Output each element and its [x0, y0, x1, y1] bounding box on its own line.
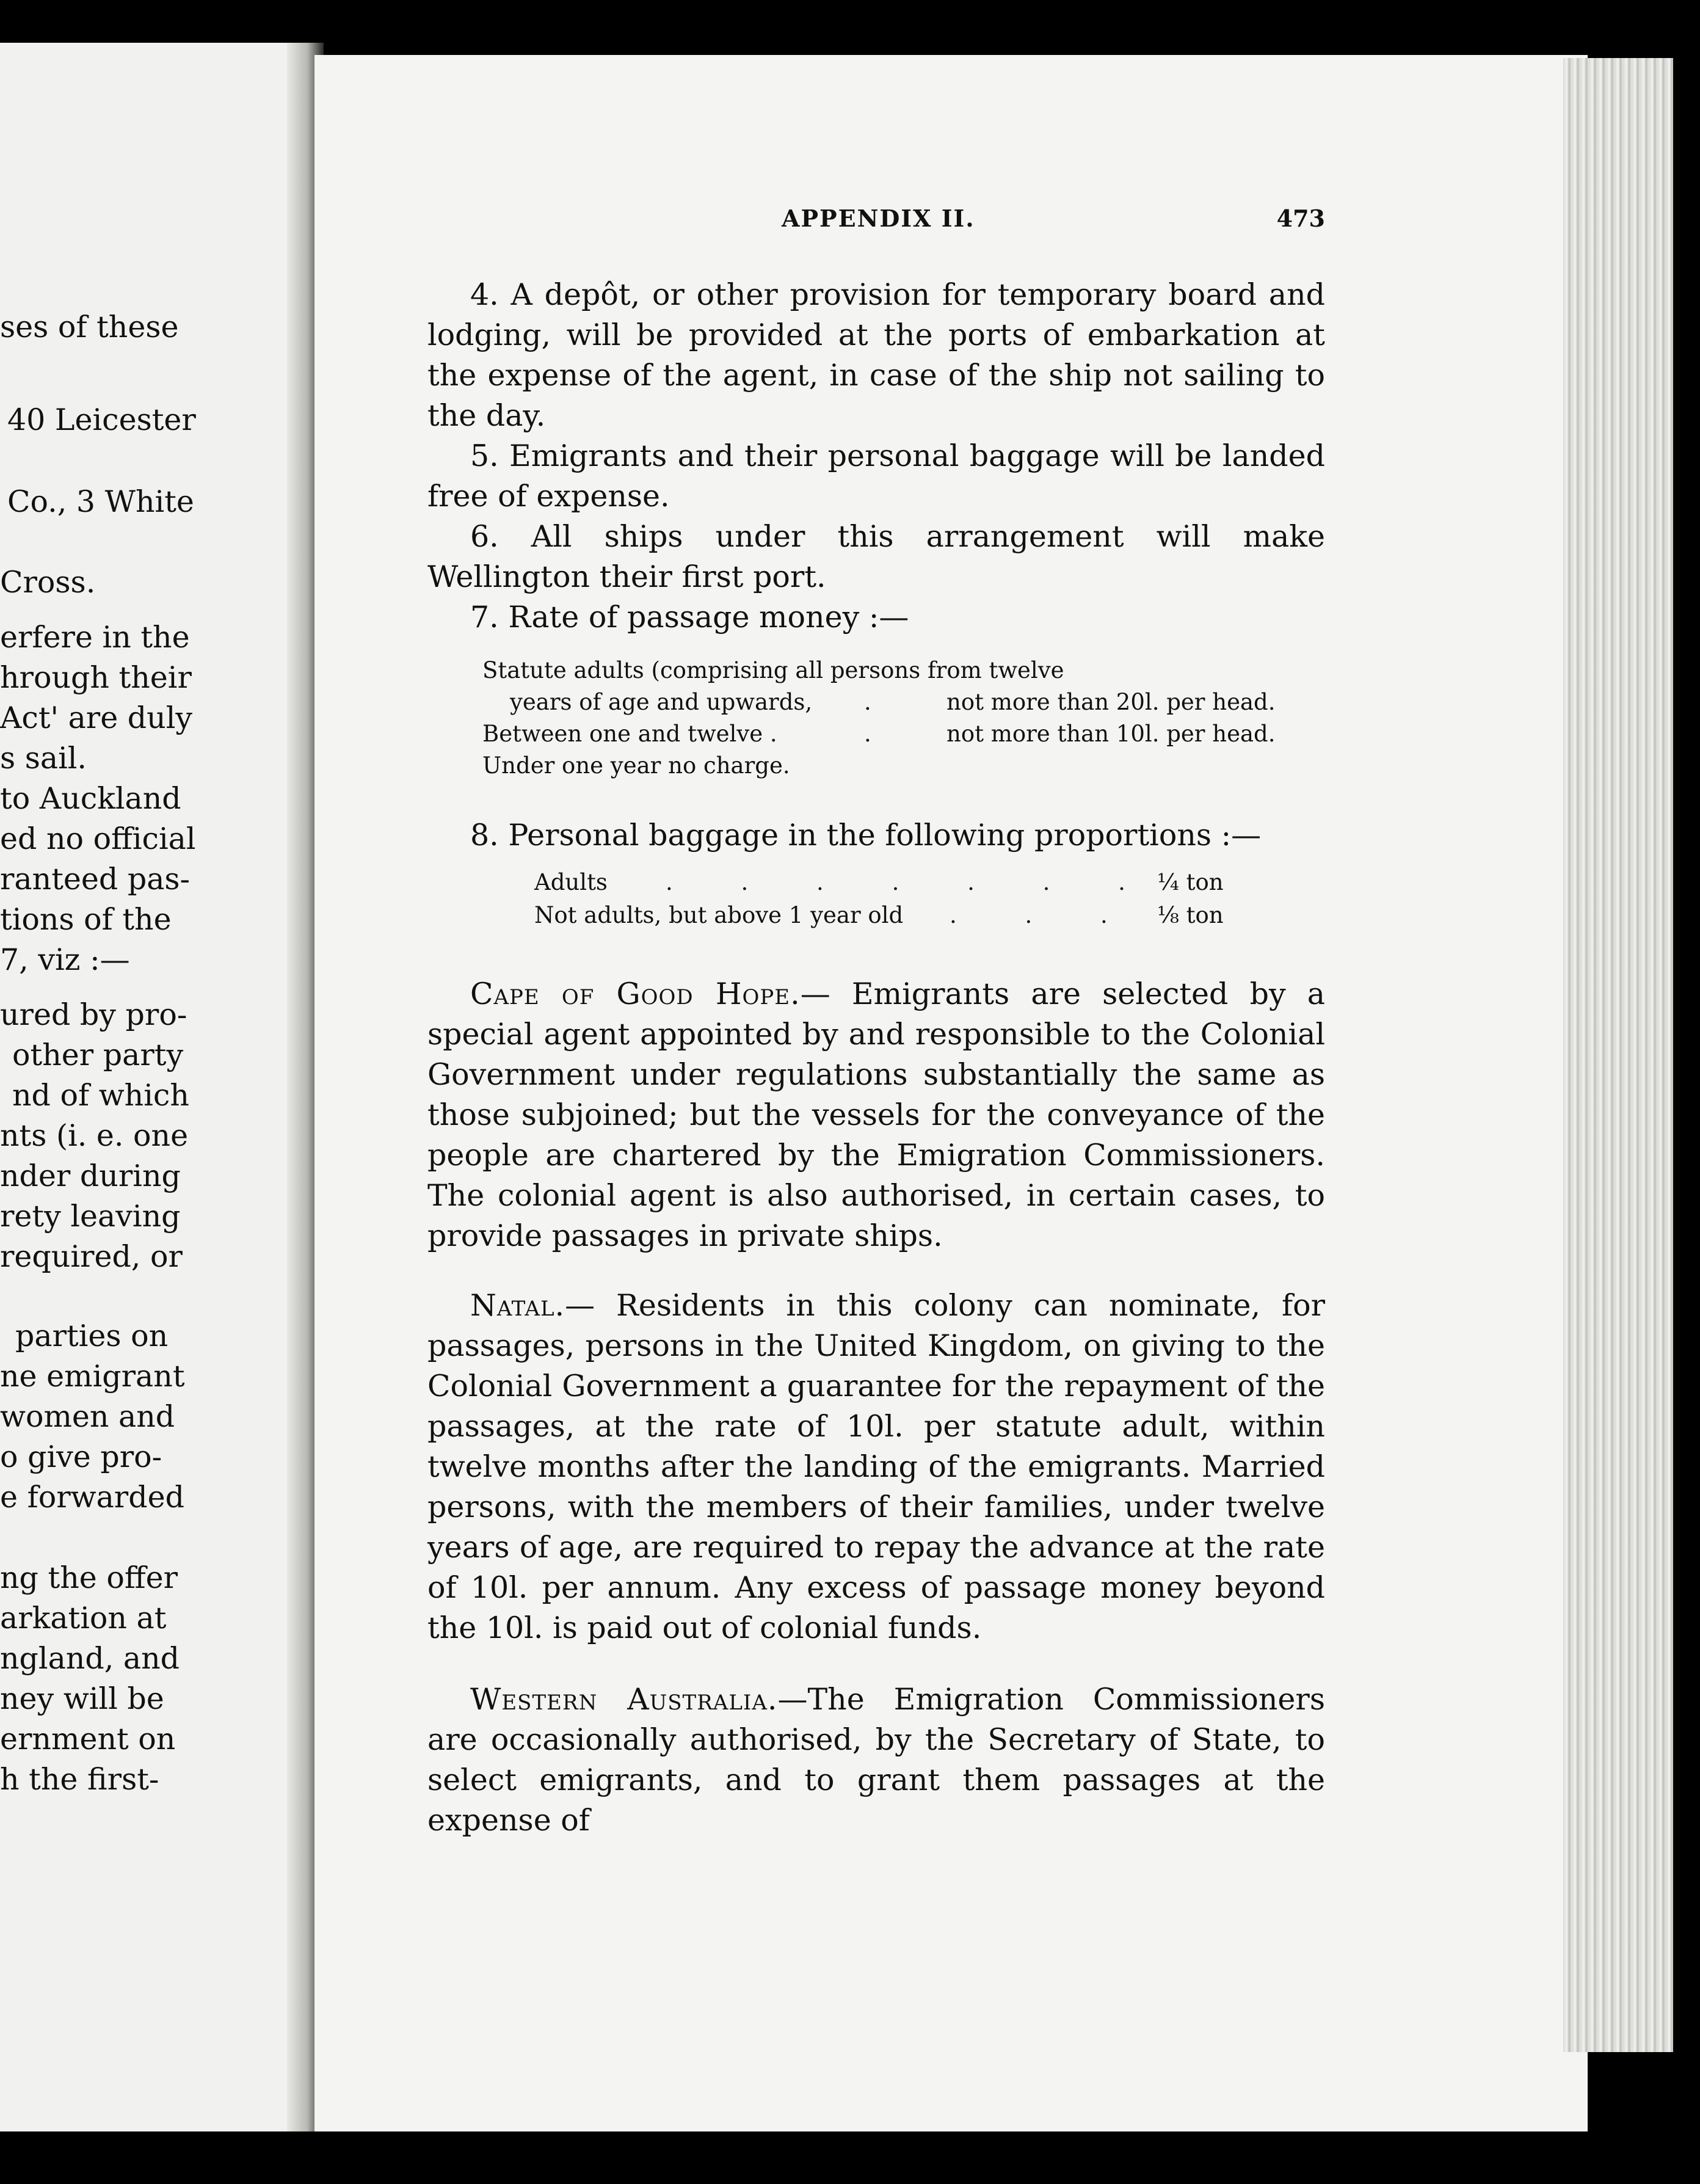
left-line: nd of which [12, 1078, 189, 1113]
baggage-dots: . . . [950, 902, 1138, 928]
left-line: ney will be [0, 1681, 164, 1716]
rate-row [482, 718, 1307, 750]
cape-text: — Emigrants are selected by a special agent appointed by and responsible to the Colonial Government under regulations substantially the same as those subjoined; but the vessels for the conveyance of the people are chartered by the Emigration Commissioners. The colonial agent is also authorised, in certain cases, to provide passages in private ships. [427, 977, 1325, 1253]
natal-heading: Natal. [470, 1288, 565, 1323]
item-5: 5. Emigrants and their personal baggage will be landed free of expense. [427, 439, 1325, 514]
left-line: ured by pro- [0, 997, 187, 1032]
rate-row [482, 686, 1307, 718]
cape-paragraph [427, 974, 1325, 1256]
left-page [0, 43, 305, 2131]
running-header [427, 205, 1325, 241]
left-line: ed no official [0, 821, 196, 856]
left-line: arkation at [0, 1601, 167, 1636]
baggage-value: ⅛ ton [1157, 902, 1224, 928]
rate-text: Under one year no charge. [482, 752, 790, 779]
left-line: ne emigrant [0, 1359, 185, 1394]
passage-rates-table [482, 655, 1307, 782]
left-line: e forwarded [0, 1480, 184, 1515]
left-line: ranteed pas- [0, 862, 191, 897]
item-6: 6. All ships under this arrangement will make Wellington their first port. [427, 519, 1325, 594]
western-australia-section [427, 1680, 1325, 1841]
left-line: parties on [15, 1319, 169, 1353]
rate-dot: . [864, 721, 871, 747]
left-line: Cross. [0, 565, 96, 600]
item-8: 8. Personal baggage in the following proportions :— [470, 818, 1262, 853]
left-line: ngland, and [0, 1641, 180, 1676]
baggage-table [534, 866, 1237, 932]
left-line: erfere in the [0, 620, 190, 655]
item-7: 7. Rate of passage money :— [470, 600, 909, 635]
left-line: Co., 3 White [7, 484, 194, 519]
left-line: o give pro- [0, 1440, 162, 1474]
left-line: rety leaving [0, 1199, 181, 1234]
item-4: 4. A depôt, or other provision for temporary board and lodging, will be provided at the ports of embarkation at the expense of the agent, in case of the ship not sailing to the day. [427, 277, 1325, 433]
left-line: h the first- [0, 1762, 159, 1797]
running-title: APPENDIX II. [782, 205, 975, 232]
page-number: 473 [1276, 205, 1325, 232]
left-line: nts (i. e. one [0, 1118, 189, 1153]
baggage-row [534, 899, 1237, 932]
cape-heading: Cape of Good Hope. [470, 977, 801, 1011]
left-line: s sail. [0, 741, 87, 776]
wa-paragraph [427, 1680, 1325, 1841]
left-line: tions of the [0, 902, 172, 937]
rate-label: Between one and twelve . [482, 721, 777, 747]
wa-text: —The Emigration Commissioners are occasionally authorised, by the Secretary of State, to select emigrants, and to grant them passages at the expense of [427, 1682, 1325, 1838]
left-line: other party [12, 1038, 184, 1072]
natal-section [427, 1286, 1325, 1648]
cape-section [427, 974, 1325, 1256]
left-line: ernment on [0, 1722, 176, 1756]
left-line: nder during [0, 1159, 181, 1193]
baggage-row [534, 866, 1237, 899]
baggage-label: Not adults, but above 1 year old [534, 902, 904, 928]
rate-value: not more than 10l. per head. [946, 721, 1276, 747]
rate-row [482, 655, 1307, 686]
left-line: required, or [0, 1239, 183, 1274]
rate-value: not more than 20l. per head. [946, 689, 1276, 715]
rate-text: Statute adults (comprising all persons from twelve [482, 657, 1064, 683]
baggage-value: ¼ ton [1157, 869, 1224, 895]
item-8-block [427, 815, 1325, 856]
baggage-dots: . . . . . . . [666, 869, 1156, 895]
wa-heading: Western Australia. [470, 1682, 778, 1717]
rate-dot: . [864, 689, 871, 715]
natal-paragraph [427, 1286, 1325, 1648]
left-line: 7, viz :— [0, 942, 130, 977]
left-line: to Auckland [0, 781, 181, 816]
baggage-label: Adults [534, 869, 608, 895]
rate-row [482, 750, 1307, 782]
items-4-to-7 [427, 275, 1325, 638]
left-line: ng the offer [0, 1560, 178, 1595]
left-line: 40 Leicester [7, 402, 196, 437]
left-line: women and [0, 1399, 175, 1434]
left-line: ses of these [0, 310, 179, 344]
page-edges [1563, 58, 1673, 2052]
left-line: Act' are duly [0, 701, 193, 735]
left-line: hrough their [0, 660, 192, 695]
rate-label: years of age and upwards, [510, 689, 813, 715]
natal-text: — Residents in this colony can nominate, for passages, persons in the United Kingdom, on giving to the Colonial Government a guarantee for the repayment of the passages, at the rate of 10l. per statute adult, within twelve months after the landing of the emigrants. Married persons, with the members of their families, under twelve years of age, are required to repay the advance at the rate of 10l. per annum. Any excess of passage money beyond the 10l. is paid out of colonial funds. [427, 1288, 1325, 1645]
